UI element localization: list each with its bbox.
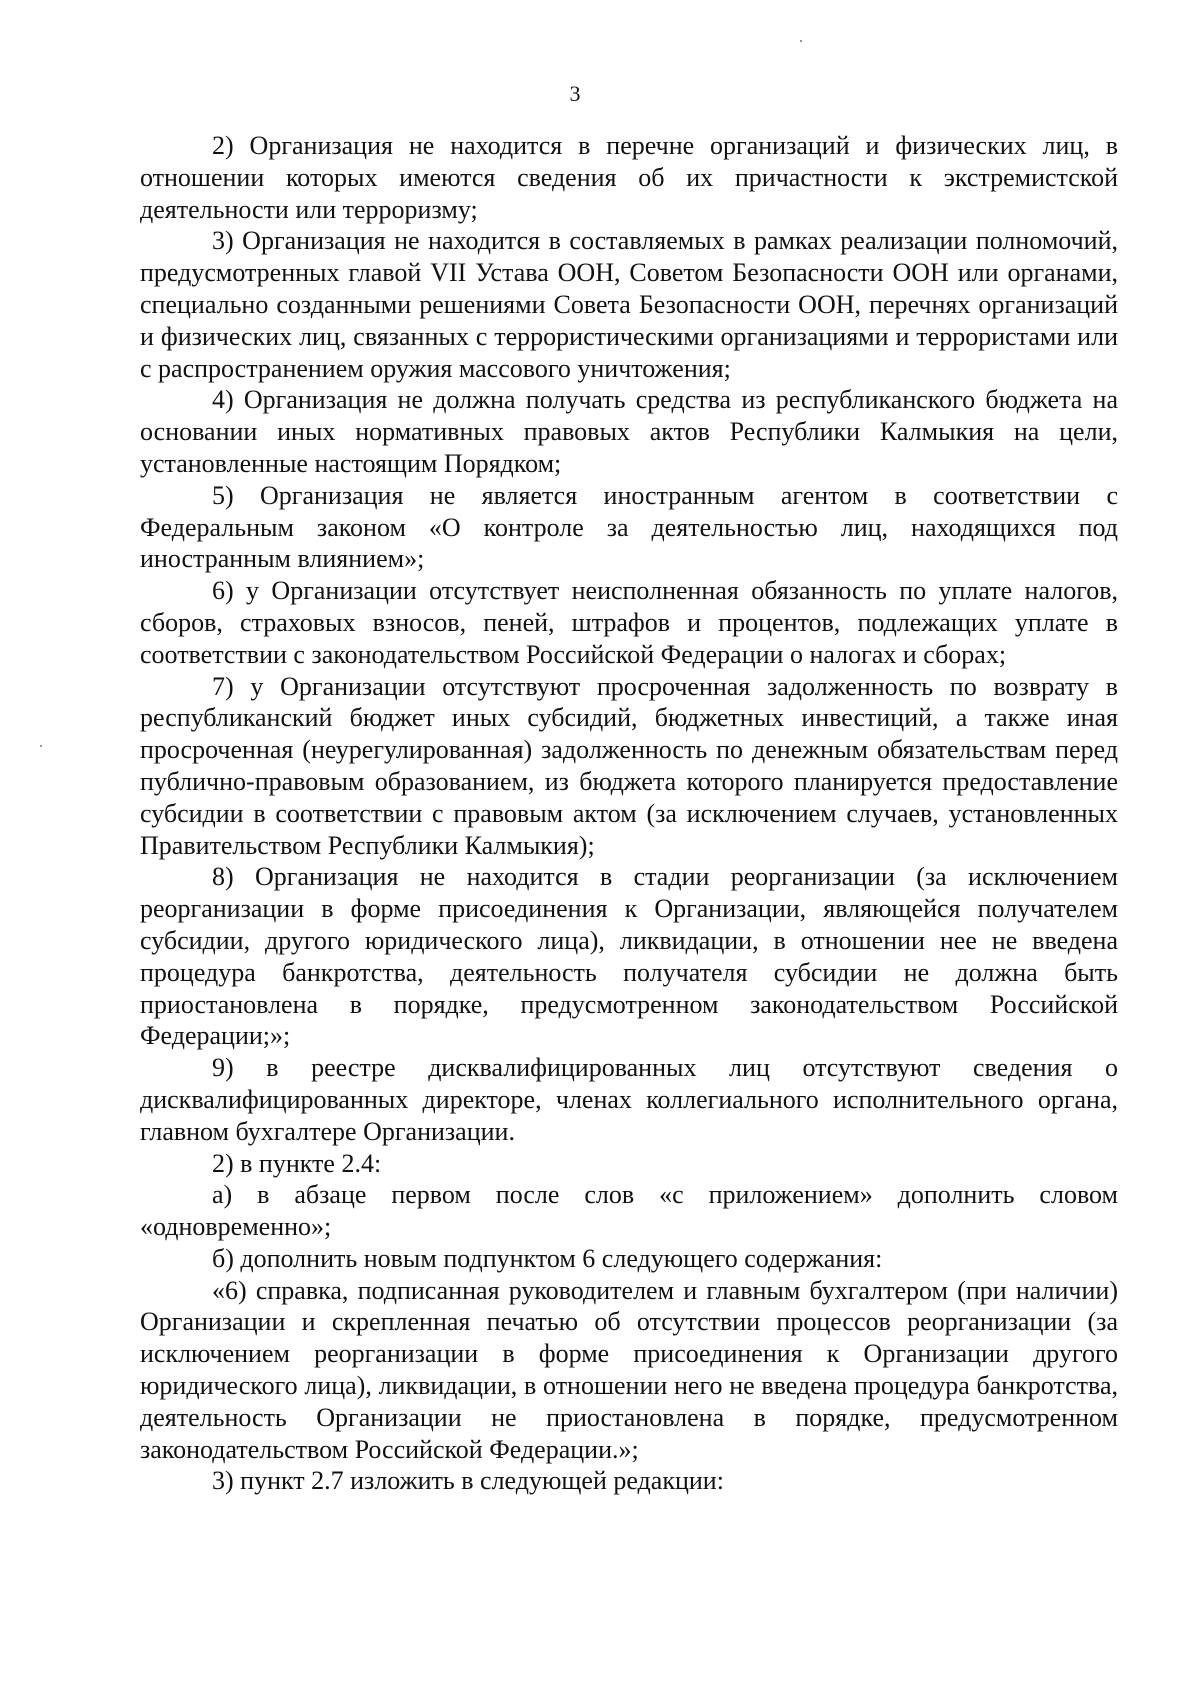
scan-speck bbox=[800, 40, 802, 42]
paragraph-point-2-4: 2) в пункте 2.4: bbox=[212, 1148, 382, 1178]
paragraph-item-7: 7) у Организации отсутствуют просроченная задолженность по возврату в республиканский бюджет иных субсидий, бюджетных инвестиций, а также иная просроченная (неурегулированная) задолженность по денежным обязательствам перед публично-правовым образованием, из бюджета которого планируется предоставление субсидии в соответствии с правовым актом (за исключением случаев, установленных Правительством Республики Калмыкия); bbox=[140, 671, 1118, 860]
document-body bbox=[140, 130, 1118, 1497]
scan-speck bbox=[40, 745, 42, 747]
paragraph-subitem-b: б) дополнить новым подпунктом 6 следующего содержания: bbox=[212, 1243, 883, 1273]
paragraph-item-5: 5) Организация не является иностранным агентом в соответствии с Федеральным законом «О контроле за деятельностью лиц, находящихся под иностранным влиянием»; bbox=[140, 480, 1118, 574]
paragraph-item-3: 3) Организация не находится в составляемых в рамках реализации полномочий, предусмотренных главой VII Устава ООН, Советом Безопасности ООН или органами, специально созданными решениями Совета Безопасности ООН, перечнях организаций и физических лиц, связанных с террористическими организациями и террористами или с распространением оружия массового уничтожения; bbox=[140, 226, 1118, 383]
paragraph-subitem-6-quote: «6) справка, подписанная руководителем и главным бухгалтером (при наличии) Организации и скрепленная печатью об отсутствии процессов реорганизации (за исключением реорганизации в форме присоединения к Организации другого юридического лица), ликвидации, в отношении него не введена процедура банкротства, деятельность Организации не приостановлена в порядке, предусмотренном законодательством Российской Федерации.»; bbox=[140, 1275, 1118, 1464]
paragraph-item-8: 8) Организация не находится в стадии реорганизации (за исключением реорганизации в форме присоединения к Организации, являющейся получателем субсидии, другого юридического лица), ликвидации, в отношении нее не введена процедура банкротства, деятельность получателя субсидии не должна быть приостановлена в порядке, предусмотренном законодательством Российской Федерации;»; bbox=[140, 862, 1118, 1051]
paragraph-item-2: 2) Организация не находится в перечне организаций и физических лиц, в отношении которых имеются сведения об их причастности к экстремистской деятельности или терроризму; bbox=[140, 131, 1118, 224]
paragraph-item-9: 9) в реестре дисквалифицированных лиц отсутствуют сведения о дисквалифицированных директоре, членах коллегиального исполнительного органа, главном бухгалтере Организации. bbox=[140, 1053, 1118, 1146]
paragraph-subitem-a: а) в абзаце первом после слов «с приложением» дополнить словом «одновременно»; bbox=[140, 1180, 1118, 1242]
paragraph-point-2-7: 3) пункт 2.7 изложить в следующей редакции: bbox=[212, 1466, 724, 1496]
page-number: 3 bbox=[569, 81, 581, 106]
paragraph-item-6: 6) у Организации отсутствует неисполненная обязанность по уплате налогов, сборов, страховых взносов, пеней, штрафов и процентов, подлежащих уплате в соответствии с законодательством Российской Федерации о налогах и сборах; bbox=[140, 576, 1118, 669]
paragraph-item-4: 4) Организация не должна получать средства из республиканского бюджета на основании иных нормативных правовых актов Республики Калмыкия на цели, установленные настоящим Порядком; bbox=[140, 385, 1118, 478]
